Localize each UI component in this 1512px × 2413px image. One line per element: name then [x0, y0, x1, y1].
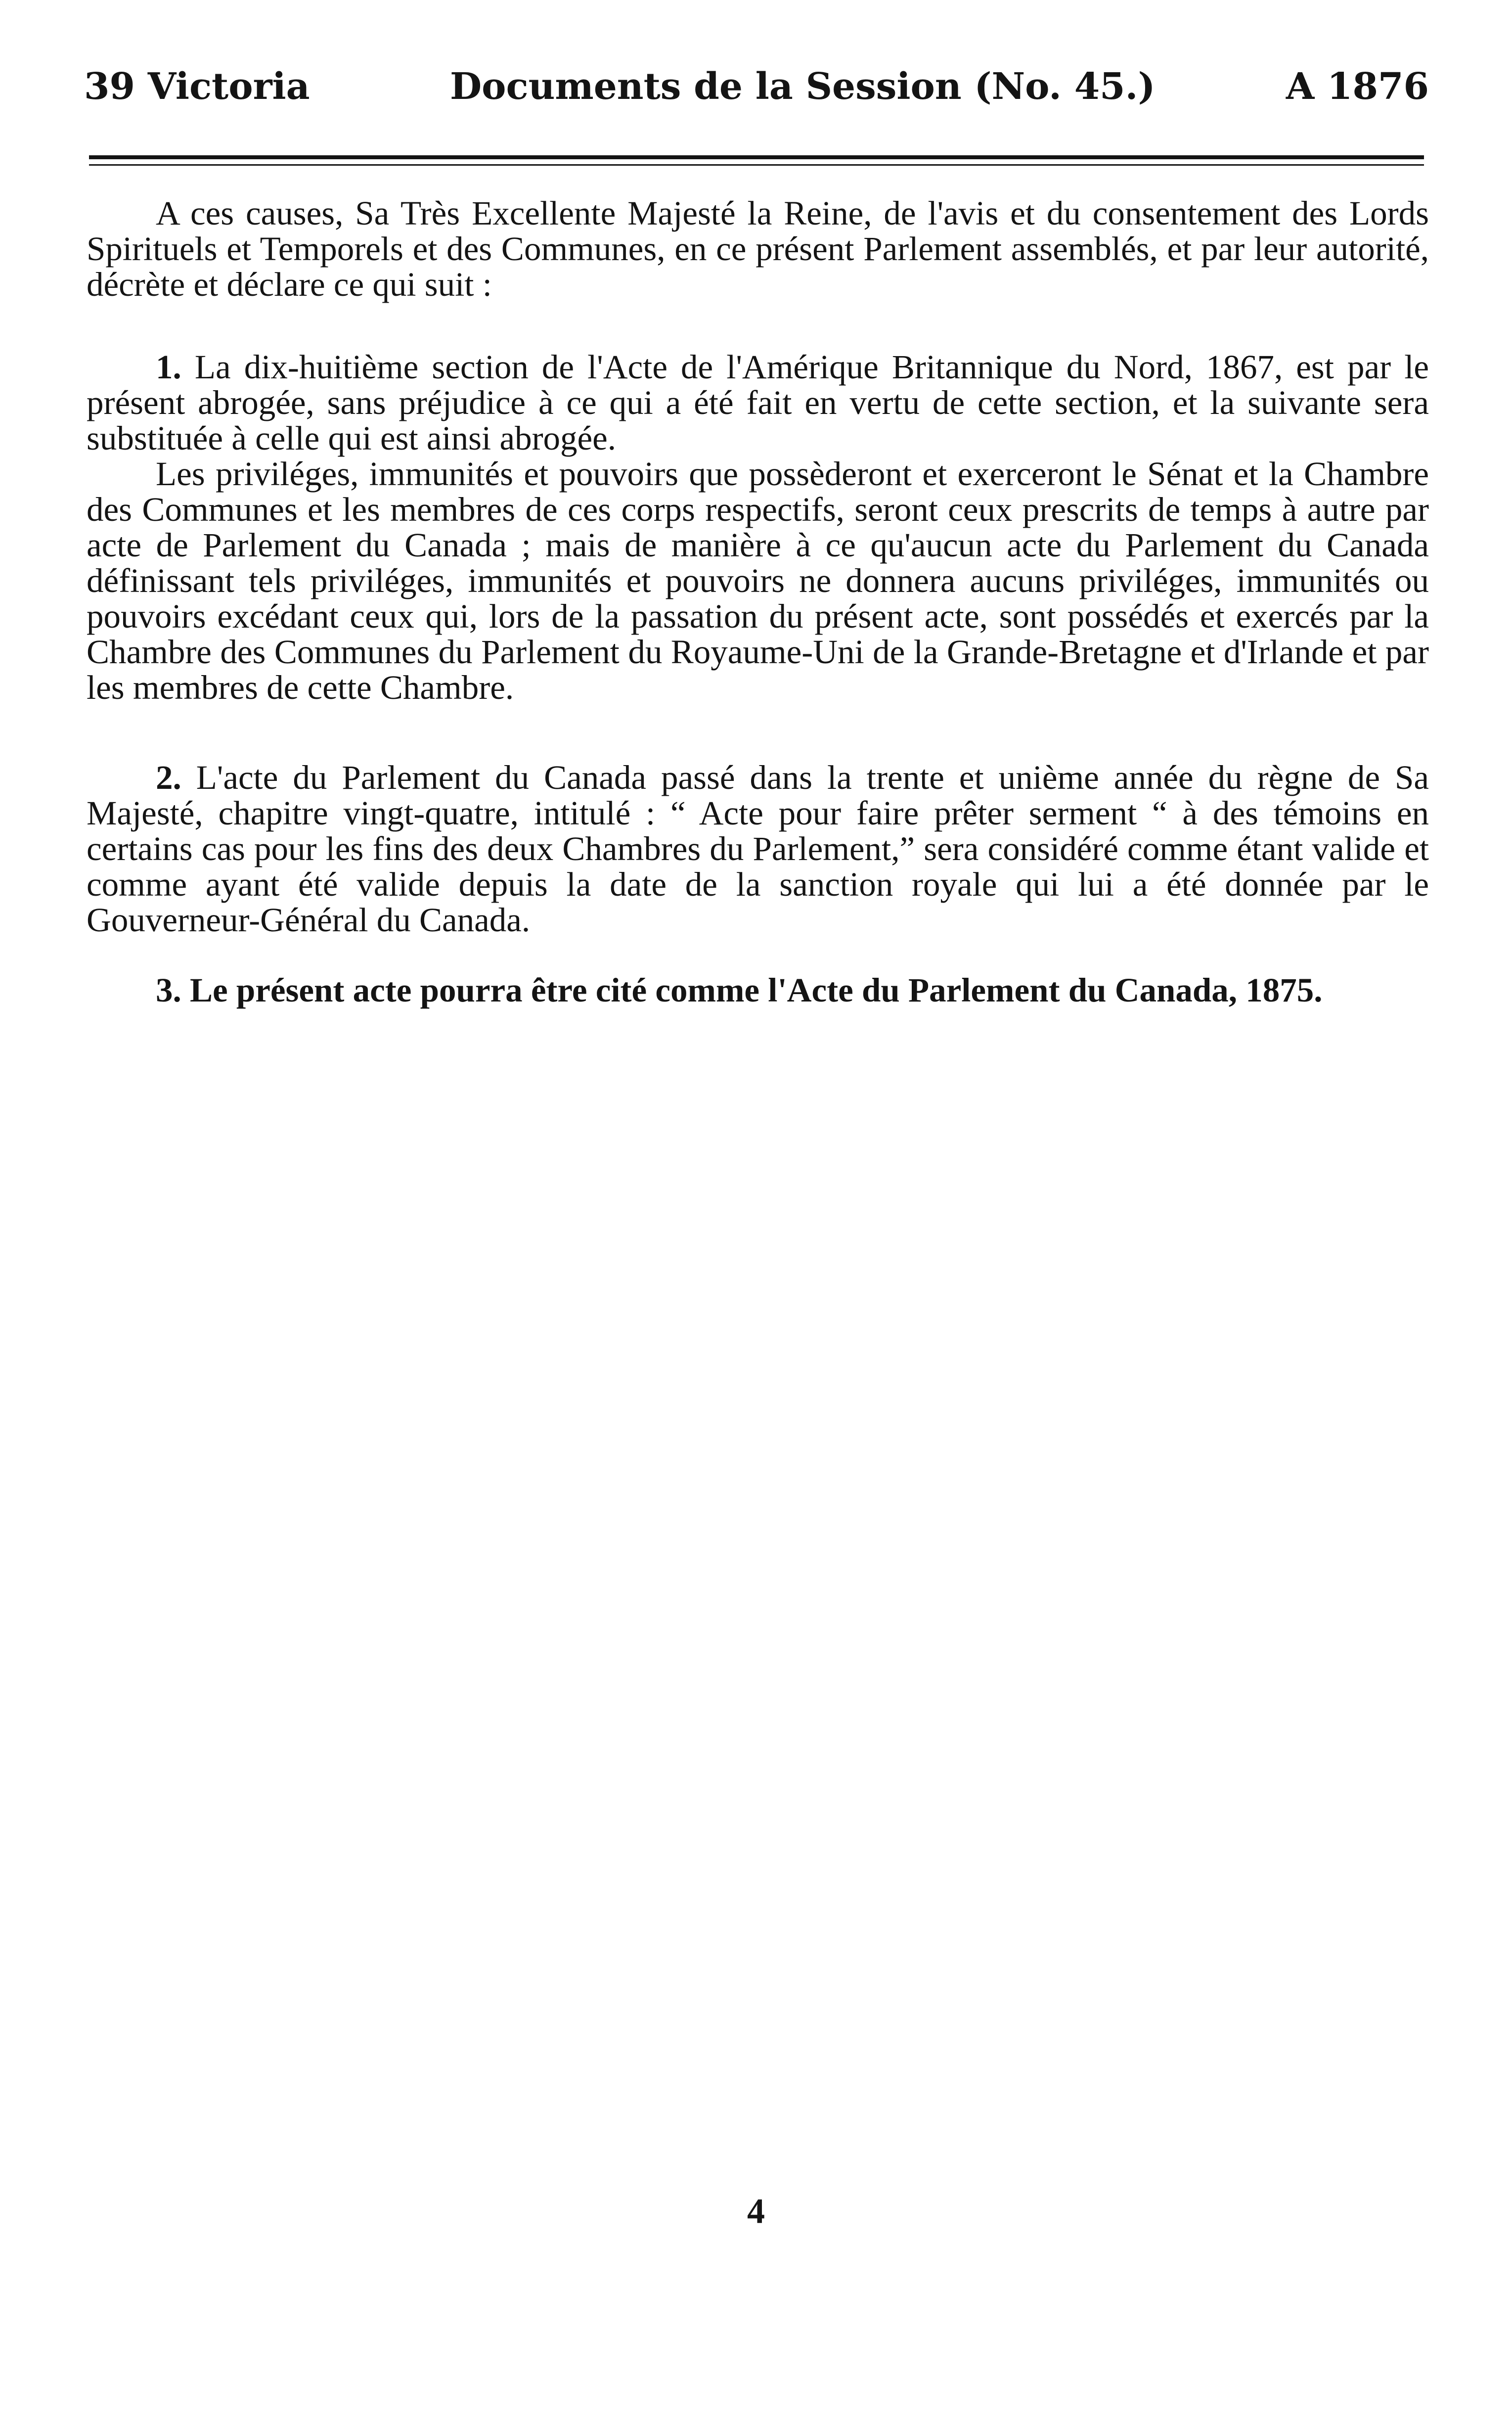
- section-2-number: 2.: [156, 759, 181, 796]
- header-year: A 1876: [1286, 65, 1429, 108]
- section-3-number: 3.: [156, 971, 181, 1009]
- section-2: [87, 760, 1429, 938]
- header-rule-thin: [89, 164, 1424, 166]
- section-3-text: Le présent acte pourra être cité comme l'Acte du Parlement du Canada, 1875.: [190, 971, 1323, 1009]
- header-rule-thick: [89, 155, 1424, 159]
- header-session-year: 39 Victoria: [84, 65, 310, 108]
- enacting-preamble: A ces causes, Sa Très Excellente Majesté la Reine, de l'avis et du consentement des Lords Spirituels et Temporels et des Communes, en ce présent Parlement assemblés, et par leur autorité, décrète et déclare ce qui suit :: [87, 194, 1429, 303]
- section-3: [87, 972, 1429, 1008]
- act-body: [87, 195, 1429, 1008]
- running-header: [84, 59, 1429, 114]
- section-1: [87, 349, 1429, 456]
- page-number: 4: [747, 2191, 765, 2231]
- header-document-title: Documents de la Session (No. 45.): [450, 65, 1156, 108]
- section-1-text: La dix-huitième section de l'Acte de l'Amérique Britannique du Nord, 1867, est par le présent abrogée, sans préjudice à ce qui a été fait en vertu de cette section, et la suivante sera substituée à celle qui est ainsi abrogée.: [87, 348, 1429, 457]
- substituted-section-text: Les priviléges, immunités et pouvoirs que possèderont et exerceront le Sénat et la Chambre des Communes et les membres de ces corps respectifs, seront ceux prescrits de temps à autre par acte de Parlement du Canada ; mais de manière à ce qu'aucun acte du Parlement du Canada définissant tels priviléges, immunités et pouvoirs ne donnera aucuns priviléges, immunités ou pouvoirs excédant ceux qui, lors de la passation du présent acte, sont possédés et exercés par la Chambre des Communes du Parlement du Royaume-Uni de la Grande-Bretagne et d'Irlande et par les membres de cette Chambre.: [87, 455, 1429, 706]
- section-2-text: L'acte du Parlement du Canada passé dans la trente et unième année du règne de Sa Majesté, chapitre vingt-quatre, intitulé : “ Acte pour faire prêter serment “ à des témoins en certains cas pour les fins des deux Chambres du Parlement,” sera considéré comme étant valide et comme ayant été valide depuis la date de la sanction royale qui lui a été donnée par le Gouverneur-Général du Canada.: [87, 759, 1429, 939]
- section-1-number: 1.: [156, 348, 181, 386]
